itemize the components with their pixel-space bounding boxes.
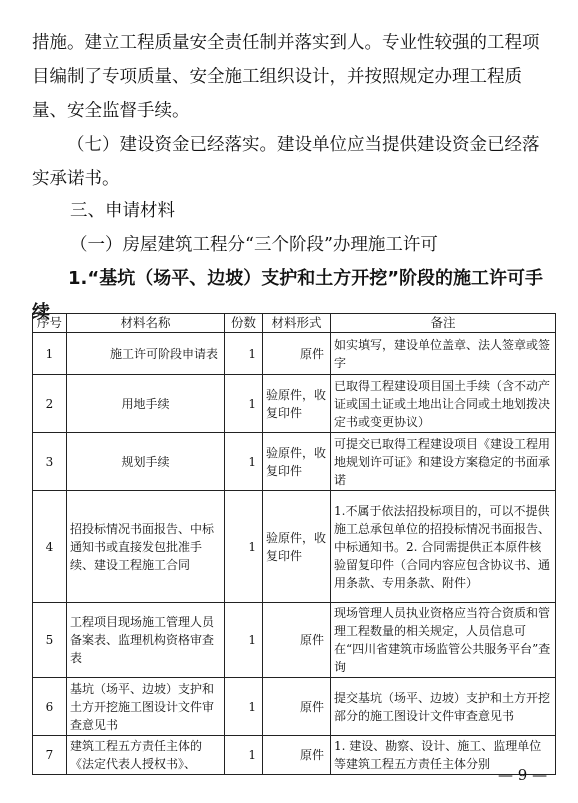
row-note: 如实填写，建设单位盖章、法人签章或签字	[331, 333, 556, 375]
page-number: — 9 —	[498, 766, 548, 784]
row-form: 原件	[263, 736, 331, 775]
row-no: 7	[33, 736, 67, 775]
row-name: 施工许可阶段申请表	[67, 333, 225, 375]
materials-table	[32, 313, 556, 775]
row-copies: 1	[225, 678, 263, 736]
header-form: 材料形式	[263, 314, 331, 333]
row-name: 建筑工程五方责任主体的《法定代表人授权书》、	[67, 736, 225, 775]
subsection-heading: （一）房屋建筑工程分“三个阶段”办理施工许可	[70, 235, 438, 255]
row-form: 验原件，收复印件	[263, 491, 331, 603]
paragraph-measures: 措施。建立工程质量安全责任制并落实到人。专业性较强的工程项目编制了专项质量、安全施工组织设计，并按照规定办理工程质量、安全监督手续。	[32, 33, 540, 121]
row-copies: 1	[225, 333, 263, 375]
row-copies: 1	[225, 491, 263, 603]
row-form: 原件	[263, 333, 331, 375]
row-note: 1. 建设、勘察、设计、施工、监理单位等建筑工程五方责任主体分别	[331, 736, 556, 775]
row-note: 1.不属于依法招投标项目的，可以不提供施工总承包单位的招投标情况书面报告、中标通知书。2. 合同需提供正本原件核验留复印件（合同内容应包含协议书、通用条款、专用条款、附件）	[331, 491, 556, 603]
row-note: 现场管理人员执业资格应当符合资质和管理工程数量的相关规定，人员信息可在“四川省建筑市场监管公共服务平台”查询	[331, 603, 556, 678]
paragraph-funding: （七）建设资金已经落实。建设单位应当提供建设资金已经落实承诺书。	[32, 135, 540, 189]
row-form: 原件	[263, 678, 331, 736]
row-no: 5	[33, 603, 67, 678]
header-copies: 份数	[225, 314, 263, 333]
row-copies: 1	[225, 433, 263, 491]
table-row	[33, 603, 556, 678]
row-note: 已取得工程建设项目国土手续（含不动产证或国土证或土地出让合同或土地划拨决定书或变更协议）	[331, 375, 556, 433]
table-row	[33, 333, 556, 375]
item-heading: 1.“基坑（场平、边坡）支护和土方开挖”阶段的施工许可手续	[32, 268, 544, 323]
row-note: 提交基坑（场平、边坡）支护和土方开挖部分的施工图设计文件审查意见书	[331, 678, 556, 736]
row-no: 4	[33, 491, 67, 603]
header-no: 序号	[33, 314, 67, 333]
header-note: 备注	[331, 314, 556, 333]
row-copies: 1	[225, 736, 263, 775]
table-header-row	[33, 314, 556, 333]
row-note: 可提交已取得工程建设项目《建设工程用地规划许可证》和建设方案稳定的书面承诺	[331, 433, 556, 491]
row-form: 验原件，收复印件	[263, 433, 331, 491]
table-row	[33, 433, 556, 491]
section-heading: 三、申请材料	[70, 201, 175, 221]
row-copies: 1	[225, 375, 263, 433]
table-row	[33, 491, 556, 603]
row-no: 1	[33, 333, 67, 375]
row-name: 工程项目现场施工管理人员备案表、监理机构资格审查表	[67, 603, 225, 678]
row-name: 规划手续	[67, 433, 225, 491]
row-copies: 1	[225, 603, 263, 678]
row-no: 2	[33, 375, 67, 433]
table-row	[33, 736, 556, 775]
row-no: 6	[33, 678, 67, 736]
row-name: 用地手续	[67, 375, 225, 433]
row-form: 原件	[263, 603, 331, 678]
row-name: 基坑（场平、边坡）支护和土方开挖施工图设计文件审查意见书	[67, 678, 225, 736]
table-row	[33, 375, 556, 433]
row-form: 验原件，收复印件	[263, 375, 331, 433]
table-row	[33, 678, 556, 736]
header-name: 材料名称	[67, 314, 225, 333]
row-no: 3	[33, 433, 67, 491]
row-name: 招投标情况书面报告、中标通知书或直接发包批准手续、建设工程施工合同	[67, 491, 225, 603]
